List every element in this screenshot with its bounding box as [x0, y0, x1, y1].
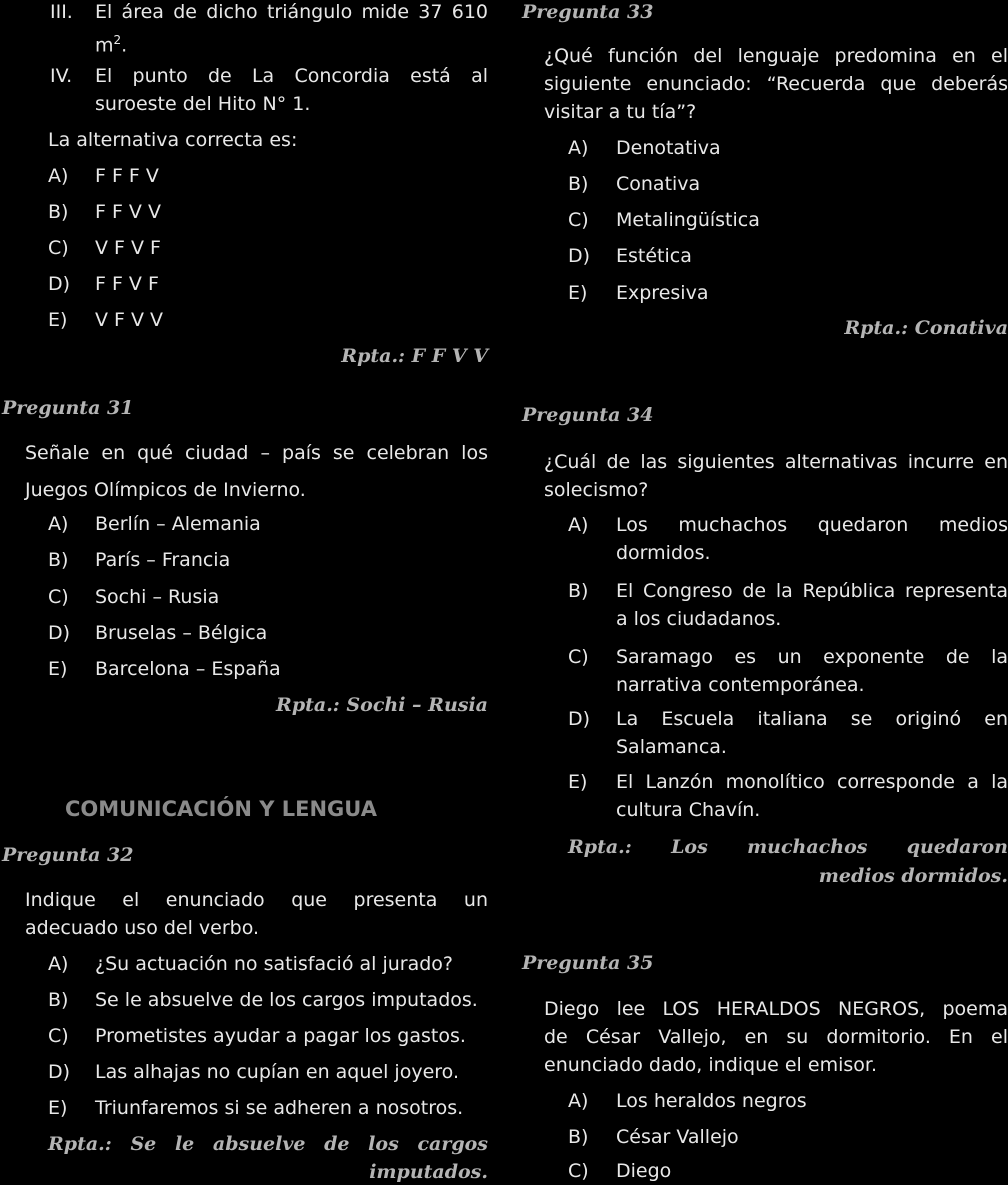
option-text[interactable]: Metalingüística — [616, 209, 760, 231]
question-stem: ¿Qué función del lenguaje predomina en el — [544, 45, 1008, 67]
option-label[interactable]: A) — [568, 514, 589, 536]
question-stem: visitar a tu tía”? — [544, 101, 697, 123]
item-label: IV. — [50, 65, 73, 87]
option-text[interactable]: París – Francia — [95, 549, 231, 571]
answer-text: Rpta.: Conativa — [844, 317, 1008, 339]
answer-text: medios dormidos. — [818, 865, 1008, 887]
question-stem: ¿Cuál de las siguientes alternativas incurre en — [544, 451, 1008, 473]
option-text[interactable]: Estética — [616, 245, 692, 267]
option-text[interactable]: narrativa contemporánea. — [616, 674, 865, 696]
option-label[interactable]: D) — [48, 622, 71, 644]
option-label[interactable]: D) — [568, 245, 591, 267]
item-text: suroeste del Hito N° 1. — [95, 93, 311, 115]
option-text[interactable]: El Congreso de la República representa — [616, 580, 1008, 602]
question-prompt: La alternativa correcta es: — [48, 129, 298, 151]
question-stem: Juegos Olímpicos de Invierno. — [25, 479, 306, 501]
question-stem: siguiente enunciado: “Recuerda que deberás — [544, 73, 1008, 95]
option-label[interactable]: E) — [48, 309, 68, 331]
item-text: El punto de La Concordia está al — [95, 65, 488, 87]
question-stem: Diego lee LOS HERALDOS NEGROS, poema — [544, 998, 1008, 1020]
option-text[interactable]: Conativa — [616, 173, 701, 195]
option-text[interactable]: F F V F — [95, 273, 159, 295]
option-text[interactable]: Triunfaremos si se adheren a nosotros. — [95, 1097, 464, 1119]
option-label[interactable]: E) — [568, 771, 588, 793]
item-label: III. — [50, 1, 73, 23]
option-label[interactable]: A) — [568, 1090, 589, 1112]
option-text[interactable]: Diego — [616, 1160, 672, 1182]
option-text[interactable]: V F V V — [95, 309, 164, 331]
option-text[interactable]: Se le absuelve de los cargos imputados. — [95, 989, 478, 1011]
option-label[interactable]: E) — [48, 658, 68, 680]
question-stem: Señale en qué ciudad – país se celebran los — [25, 442, 488, 464]
question-title: Pregunta 32 — [2, 844, 134, 866]
question-stem: de César Vallejo, en su dormitorio. En el — [544, 1026, 1008, 1048]
option-text[interactable]: Salamanca. — [616, 736, 727, 758]
option-text[interactable]: Bruselas – Bélgica — [95, 622, 268, 644]
option-label[interactable]: D) — [48, 1061, 71, 1083]
question-title: Pregunta 33 — [522, 1, 654, 23]
option-label[interactable]: D) — [568, 708, 591, 730]
option-text[interactable]: Los heraldos negros — [616, 1090, 807, 1112]
option-text[interactable]: La Escuela italiana se originó en — [616, 708, 1008, 730]
answer-text: Rpta.: Se le absuelve de los cargos — [48, 1133, 488, 1155]
option-label[interactable]: C) — [568, 646, 589, 668]
option-label[interactable]: B) — [568, 173, 589, 195]
question-stem: enunciado dado, indique el emisor. — [544, 1054, 877, 1076]
question-title: Pregunta 34 — [522, 404, 654, 426]
option-label[interactable]: B) — [48, 989, 69, 1011]
option-text[interactable]: a los ciudadanos. — [616, 608, 782, 630]
option-text[interactable]: Berlín – Alemania — [95, 513, 261, 535]
question-title: Pregunta 35 — [522, 952, 654, 974]
option-text[interactable]: cultura Chavín. — [616, 799, 761, 821]
option-label[interactable]: A) — [48, 513, 69, 535]
section-heading: COMUNICACIÓN Y LENGUA — [65, 797, 377, 821]
option-text[interactable]: Saramago es un exponente de la — [616, 646, 1008, 668]
option-text[interactable]: El Lanzón monolítico corresponde a la — [616, 771, 1008, 793]
option-text[interactable]: César Vallejo — [616, 1126, 739, 1148]
item-text: $m^2$. — [95, 33, 128, 57]
question-stem: adecuado uso del verbo. — [25, 917, 260, 939]
answer-text: Rpta.: Sochi – Rusia — [276, 694, 488, 716]
option-label[interactable]: C) — [568, 1160, 589, 1182]
answer-text: imputados. — [369, 1161, 488, 1183]
answer-text: Rpta.: Los muchachos quedaron — [568, 836, 1008, 858]
option-text[interactable]: ¿Su actuación no satisfació al jurado? — [95, 953, 453, 975]
option-text[interactable]: F F V V — [95, 201, 161, 223]
option-text[interactable]: dormidos. — [616, 542, 711, 564]
option-label[interactable]: C) — [48, 237, 69, 259]
option-label[interactable]: B) — [568, 1126, 589, 1148]
option-text[interactable]: Las alhajas no cupían en aquel joyero. — [95, 1061, 459, 1083]
option-label[interactable]: E) — [48, 1097, 68, 1119]
option-text[interactable]: V F V F — [95, 237, 161, 259]
option-label[interactable]: A) — [48, 953, 69, 975]
option-text[interactable]: Los muchachos quedaron medios — [616, 514, 1008, 536]
option-text[interactable]: F F F V — [95, 165, 159, 187]
option-label[interactable]: E) — [568, 282, 588, 304]
question-stem: Indique el enunciado que presenta un — [25, 889, 488, 911]
option-label[interactable]: A) — [48, 165, 69, 187]
option-label[interactable]: B) — [48, 201, 69, 223]
option-text[interactable]: Sochi – Rusia — [95, 586, 220, 608]
question-stem: solecismo? — [544, 479, 649, 501]
option-label[interactable]: A) — [568, 137, 589, 159]
option-text[interactable]: Prometistes ayudar a pagar los gastos. — [95, 1025, 466, 1047]
option-label[interactable]: C) — [48, 586, 69, 608]
option-text[interactable]: Denotativa — [616, 137, 721, 159]
option-text[interactable]: Expresiva — [616, 282, 709, 304]
question-title: Pregunta 31 — [2, 397, 134, 419]
option-label[interactable]: B) — [568, 580, 589, 602]
option-label[interactable]: B) — [48, 549, 69, 571]
option-label[interactable]: C) — [48, 1025, 69, 1047]
option-label[interactable]: C) — [568, 209, 589, 231]
option-label[interactable]: D) — [48, 273, 71, 295]
option-text[interactable]: Barcelona – España — [95, 658, 281, 680]
item-text: El área de dicho triángulo mide 37 610 — [95, 1, 488, 23]
answer-text: Rpta.: F F V V — [341, 345, 488, 367]
